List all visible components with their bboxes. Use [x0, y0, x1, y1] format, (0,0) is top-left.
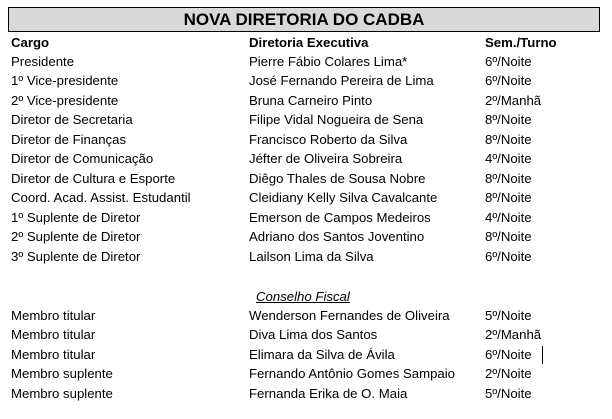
nome-cell: Pierre Fábio Colares Lima*: [249, 54, 408, 69]
turno-cell: 6º/Noite: [485, 249, 532, 264]
turno-cell: 8º/Noite: [485, 229, 532, 244]
document-title: NOVA DIRETORIA DO CADBA: [8, 7, 600, 32]
nome-cell: Emerson de Campos Medeiros: [249, 210, 431, 225]
turno-cell: 2º/Manhã: [485, 93, 542, 108]
cargo-cell: Diretor de Finanças: [11, 132, 127, 147]
turno-cell: 8º/Noite: [485, 132, 532, 147]
conselho-fiscal-title: Conselho Fiscal: [256, 289, 350, 304]
turno-cell: 8º/Noite: [485, 171, 532, 186]
nome-cell: Cleidiany Kelly Silva Cavalcante: [249, 190, 438, 205]
header-diretoria: Diretoria Executiva: [249, 35, 369, 50]
turno-cell: 4º/Noite: [485, 151, 532, 166]
cargo-cell: Diretor de Comunicação: [11, 151, 154, 166]
turno-cell: 8º/Noite: [485, 190, 532, 205]
turno-cell: 8º/Noite: [485, 112, 532, 127]
cargo-cell: 3º Suplente de Diretor: [11, 249, 141, 264]
nome-cell: Elimara da Silva de Ávila: [249, 347, 395, 362]
nome-cell: Fernando Antônio Gomes Sampaio: [249, 366, 455, 381]
turno-cell: 6º/Noite: [485, 73, 532, 88]
text-cursor: [542, 346, 543, 364]
nome-cell: Fernanda Erika de O. Maia: [249, 386, 408, 401]
cargo-cell: Presidente: [11, 54, 75, 69]
cargo-cell: 2º Vice-presidente: [11, 93, 119, 108]
cargo-cell: 1º Suplente de Diretor: [11, 210, 141, 225]
nome-cell: Filipe Vidal Nogueira de Sena: [249, 112, 424, 127]
nome-cell: Wenderson Fernandes de Oliveira: [249, 308, 450, 323]
cargo-cell: Coord. Acad. Assist. Estudantil: [11, 190, 191, 205]
cargo-cell: Diretor de Cultura e Esporte: [11, 171, 176, 186]
nome-cell: Lailson Lima da Silva: [249, 249, 374, 264]
header-cargo: Cargo: [11, 35, 50, 50]
header-turno: Sem./Turno: [485, 35, 557, 50]
turno-cell: 2º/Noite: [485, 366, 532, 381]
nome-cell: Diva Lima dos Santos: [249, 327, 378, 342]
turno-cell: 2º/Manhã: [485, 327, 542, 342]
cargo-cell: 2º Suplente de Diretor: [11, 229, 141, 244]
turno-cell: 6º/Noite: [485, 54, 532, 69]
cargo-cell: Diretor de Secretaria: [11, 112, 133, 127]
nome-cell: Diêgo Thales de Sousa Nobre: [249, 171, 426, 186]
cargo-cell: Membro titular: [11, 308, 96, 323]
cargo-cell: Membro suplente: [11, 366, 113, 381]
nome-cell: Bruna Carneiro Pinto: [249, 93, 373, 108]
nome-cell: Francisco Roberto da Silva: [249, 132, 408, 147]
cargo-cell: Membro titular: [11, 327, 96, 342]
turno-cell: 5º/Noite: [485, 386, 532, 401]
nome-cell: Adriano dos Santos Joventino: [249, 229, 425, 244]
turno-cell: 6º/Noite: [485, 347, 532, 362]
turno-cell: 5º/Noite: [485, 308, 532, 323]
turno-cell: 4º/Noite: [485, 210, 532, 225]
cargo-cell: 1º Vice-presidente: [11, 73, 119, 88]
cargo-cell: Membro titular: [11, 347, 96, 362]
nome-cell: Jéfter de Oliveira Sobreira: [249, 151, 403, 166]
nome-cell: José Fernando Pereira de Lima: [249, 73, 434, 88]
cargo-cell: Membro suplente: [11, 386, 113, 401]
